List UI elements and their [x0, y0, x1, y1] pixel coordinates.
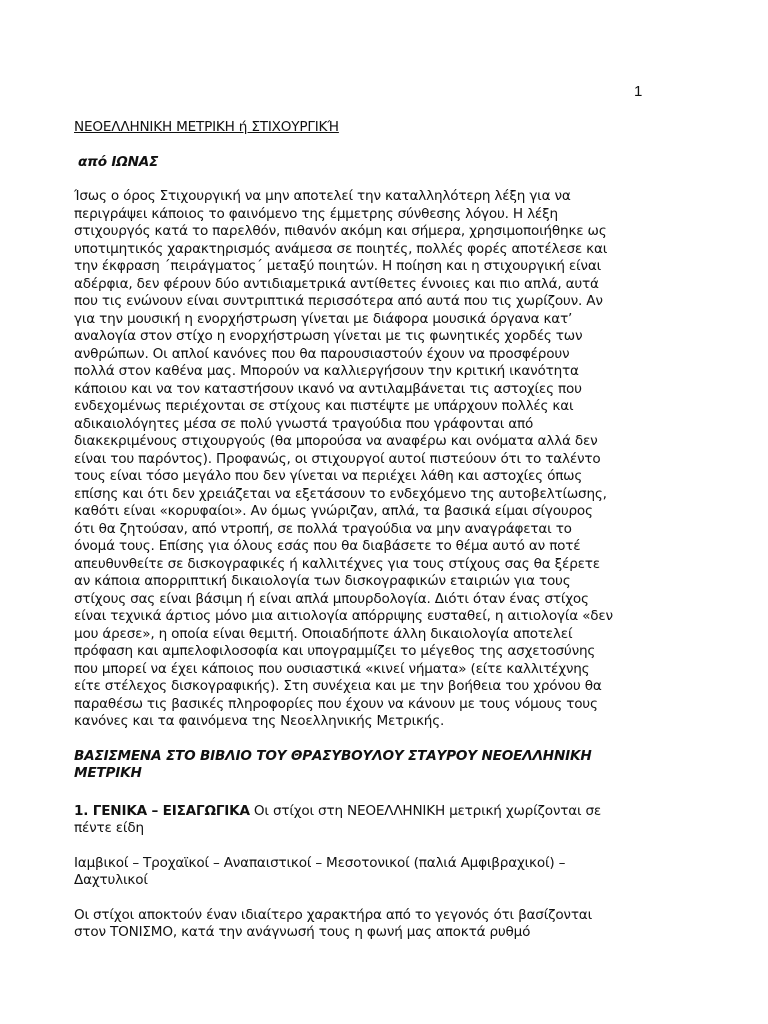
text-line: ενδεχομένως περιέχονται σε στίχους και πιστέψτε με υπάρχουν πολλές και [74, 398, 574, 414]
page-number: 1 [634, 83, 643, 100]
text-line: μου άρεσε», η οποία είναι θεμιτή. Οποιαδήποτε άλλη δικαιολογία αποτελεί [74, 625, 573, 642]
author-line: από ΙΩΝΑΣ [78, 153, 159, 170]
text-line: ότι θα ζητούσαν, από ντροπή, σε πολλά τραγούδια να μην αναγράφεται το [74, 520, 572, 537]
text-line: Οι στίχοι αποκτούν έναν ιδιαίτερο χαρακτήρα από το γεγονός ότι βασίζονται [74, 906, 592, 923]
closing-paragraph [74, 907, 694, 942]
intro-paragraph [74, 188, 694, 731]
text-line: πέντε είδη [74, 820, 144, 836]
text-line: ΜΕΤΡΙΚΗ [74, 765, 142, 781]
text-line: Ιαμβικοί – Τροχαϊκοί – Αναπαιστικοί – Μεσοτονικοί (παλιά Αμφιβραχικοί) – [74, 854, 566, 871]
text-line: στιχουργός κατά το παρελθόν, πιθανόν ακόμη και σήμερα, χρησιμοποιήθηκε ως [74, 223, 607, 239]
text-line: πρόφαση και αμπελοφιλοσοφία και υπογραμμίζει το μέγεθος της ασχετοσύνης [74, 643, 596, 659]
text-line: είτε στέλεχος δισκογραφικής). Στη συνέχεια και με την βοήθεια του χρόνου θα [74, 678, 602, 694]
source-heading [74, 748, 694, 783]
text-line: όνομά τους. Επίσης για όλους εσάς που θα διαβάσετε το θέμα αυτό αν ποτέ [74, 538, 581, 554]
document-title: ΝΕΟΕΛΛΗΝΙΚΗ ΜΕΤΡΙΚΗ ή ΣΤΙΧΟΥΡΓΙΚΉ [74, 119, 339, 135]
text-line: για την μουσική η ενορχήστρωση γίνεται με διάφορα μουσικά όργανα κατ’ [74, 310, 573, 327]
text-line: που τις ενώνουν είναι συντριπτικά περισσότερα από αυτά που τις χωρίζουν. Αν [74, 293, 603, 309]
text-line: Δαχτυλικοί [74, 872, 148, 888]
text-line: είναι του παρόντος). Προφανώς, οι στιχουργοί αυτοί πιστεύουν ότι το ταλέντο [74, 450, 601, 467]
section-1-text: Οι στίχοι στη ΝΕΟΕΛΛΗΝΙΚΗ μετρική χωρίζονται σε [249, 802, 602, 819]
text-line: επίσης και ότι δεν χρειάζεται να εξετάσουν το ενδεχόμενο της αυτοβελτίωσης, [74, 485, 607, 502]
text-line: ανθρώπων. Οι απλοί κανόνες που θα παρουσιαστούν έχουν να προσφέρουν [74, 345, 570, 362]
text-line: είναι τεχνικά άρτιος μόνο μια αιτιολογία απόρριψης ευσταθεί, η αιτιολογία «δεν [74, 608, 613, 624]
text-line: απευθυνθείτε σε δισκογραφικές ή καλλιτέχνες για τους στίχους σας θα ξέρετε [74, 555, 600, 572]
text-line: περιγράψει κάποιος το φαινόμενο της έμμετρης σύνθεσης λόγου. Η λέξη [74, 205, 558, 222]
text-line: που μπορεί να έχει κάποιος που ουσιαστικά «κινεί νήματα» (είτε καλλιτέχνης [74, 660, 590, 677]
text-line: παραθέσω τις βασικές πληροφορίες που έχουν να κάνουν με τους νόμους τους [74, 695, 598, 712]
text-line: υποτιμητικός χαρακτηρισμός ανάμεσα σε ποιητές, πολλές φορές αποτέλεσε και [74, 240, 608, 257]
text-line: αναλογία στον στίχο η ενορχήστρωση γίνεται με τις φωνητικές χορδές των [74, 328, 583, 344]
verse-types-paragraph [74, 855, 694, 890]
document-body [74, 119, 694, 942]
text-line: Ίσως ο όρος Στιχουργική να μην αποτελεί την καταλληλότερη λέξη για να [74, 188, 571, 204]
text-line [74, 803, 694, 821]
text-line: στον ΤΟΝΙΣΜΟ, κατά την ανάγνωσή τους η φωνή μας αποκτά ρυθμό [74, 924, 531, 940]
text-line: στίχους σας είναι βάσιμη ή είναι απλά μπουρδολογία. Διότι όταν ένας στίχος [74, 590, 589, 607]
text-line: ΒΑΣΙΣΜΕΝΑ ΣΤΟ ΒΙΒΛΙΟ ΤΟΥ ΘΡΑΣΥΒΟΥΛΟΥ ΣΤΑΥΡΟΥ ΝΕΟΕΛΛΗΝΙΚΗ [74, 747, 592, 764]
text-line: αδικαιολόγητες μέσα σε πολύ γνωστά τραγούδια που γράφονται από [74, 415, 534, 432]
section-1-intro [74, 803, 694, 838]
text-line: κάποιου και να τον καταστήσουν ικανό να αντιλαμβάνεται τις αστοχίες που [74, 380, 582, 397]
text-line: αδέρφια, δεν φέρουν δύο αντιδιαμετρικά αντίθετες έννοιες και πιο απλά, αυτά [74, 275, 599, 292]
text-line: αν κάποια απορριπτική δικαιολογία των δισκογραφικών εταιριών για τους [74, 573, 571, 589]
text-line: τους είναι τόσο μεγάλο που δεν γίνεται να περιέχει λάθη και αστοχίες όπως [74, 468, 583, 484]
section-1-heading: 1. ΓΕΝΙΚΑ – ΕΙΣΑΓΩΓΙΚΑ [74, 802, 250, 819]
text-line: την έκφραση ΄πειράγματος΄ μεταξύ ποιητών. Η ποίηση και η στιχουργική είναι [74, 258, 601, 274]
text-line: πολλά στον καθένα μας. Μπορούν να καλλιεργήσουν την κριτική ικανότητα [74, 363, 579, 379]
text-line: κανόνες και τα φαινόμενα της Νεοελληνικής Μετρικής. [74, 713, 445, 729]
text-line: καθότι είναι «κορυφαίοι». Αν όμως γνώριζαν, απλά, τα βασικά είμαι σίγουρος [74, 503, 593, 519]
text-line: διακεκριμένους στιχουργούς (θα μπορούσα να αναφέρω και ονόματα αλλά δεν [74, 433, 598, 449]
